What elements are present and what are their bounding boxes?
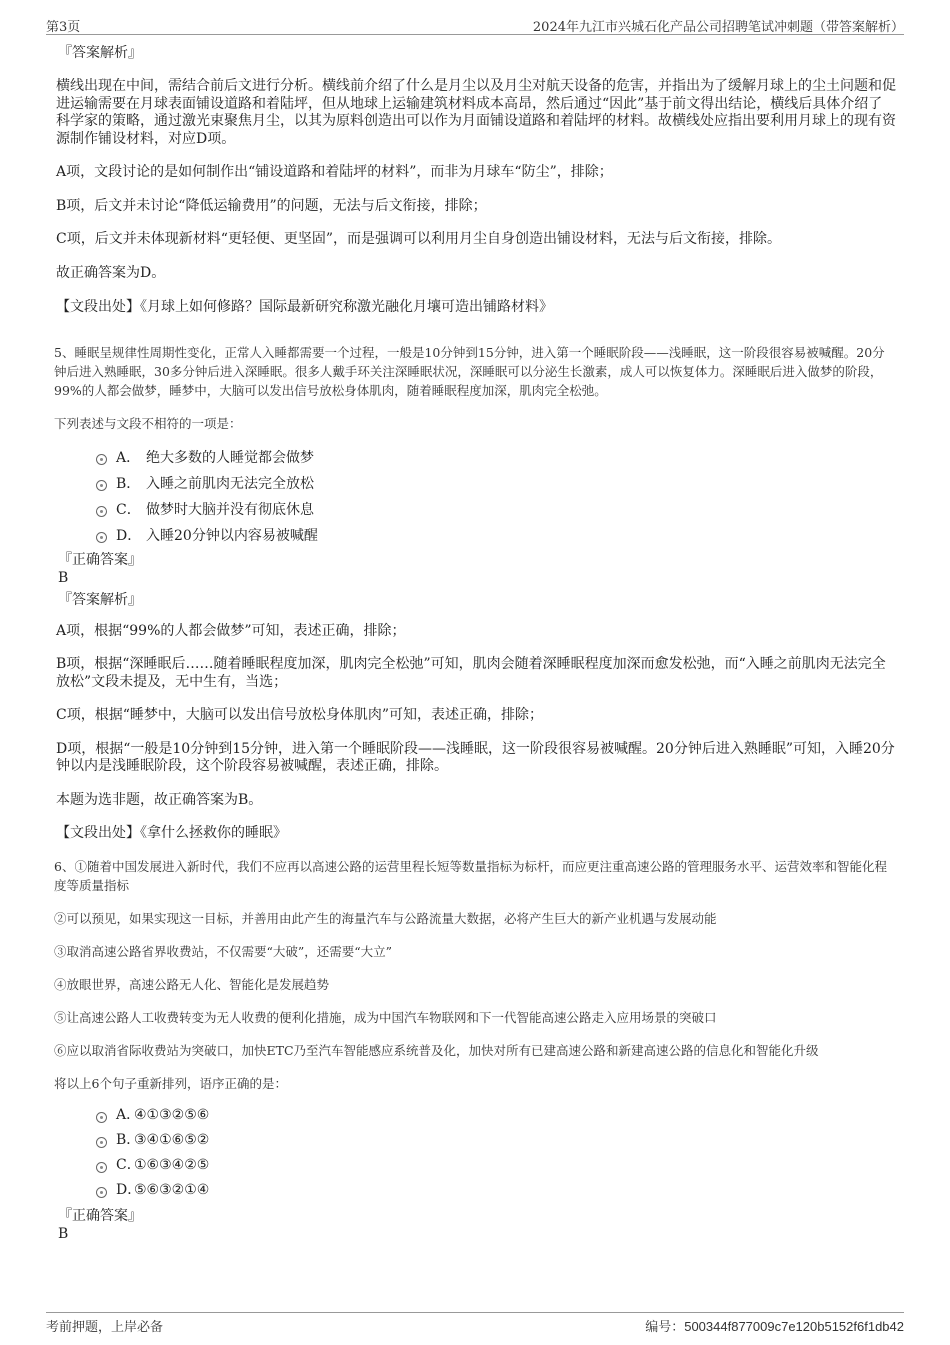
page-number: 第3页 [46, 20, 81, 35]
correct-answer: B [58, 569, 69, 586]
text-source: 【文段出处】《拿什么拯救你的睡眠》 [56, 825, 287, 841]
question-5-options [56, 445, 896, 549]
option-c[interactable]: C． 做梦时大脑并没有彻底休息 [56, 497, 896, 523]
radio-icon[interactable] [96, 1112, 107, 1123]
correct-answer-label: 『正确答案』 [58, 1207, 142, 1224]
radio-icon[interactable] [96, 1137, 107, 1148]
radio-icon[interactable] [96, 480, 107, 491]
question-6-options [56, 1103, 896, 1203]
page-header [46, 14, 904, 35]
question-5-stem: 5、睡眠呈规律性周期性变化，正常人入睡都需要一个过程，一般是10分钟到15分钟，进入第一个睡眠阶段——浅睡眠，这一阶段很容易被喊醒。20分钟后进入熟睡眠，30多分钟后进入深睡眠。很多人戴手环关注深睡眠状况，深睡眠可以分泌生长激素，成人可以恢复体力。深睡眠后进入做梦的阶段，99%的人都会做梦，睡梦中，大脑可以发出信号放松身体肌肉，随着睡眠程度加深，肌肉完全松弛。 [54, 344, 885, 398]
analysis-conclusion: 本题为选非题，故正确答案为B。 [56, 791, 263, 808]
analysis-option-d: D项，根据“一般是10分钟到15分钟，进入第一个睡眠阶段——浅睡眠，这一阶段很容易被喊醒。20分钟后进入熟睡眠”可知，入睡20分钟以内是浅睡眠阶段，这个阶段容易被喊醒，表述正确，排除。 [56, 740, 895, 774]
page-content [56, 44, 896, 1243]
option-d[interactable]: D． 入睡20分钟以内容易被喊醒 [56, 523, 896, 549]
text-source: 【文段出处】《月球上如何修路？国际最新研究称激光融化月壤可造出铺路材料》 [56, 299, 553, 315]
analysis-option-a: A项，文段讨论的是如何制作出“铺设道路和着陆坪的材料”，而非为月球车“防尘”，排除； [56, 164, 613, 180]
document-code: 编号：500344f877009c7e120b5152f6f1db42 [645, 1319, 904, 1335]
analysis-label: 『答案解析』 [58, 45, 142, 61]
analysis-conclusion: 故正确答案为D。 [56, 264, 166, 281]
analysis-option-b: B项，根据“深睡眠后……随着睡眠程度加深，肌肉完全松弛”可知，肌肉会随着深睡眠程度加深而愈发松弛，而“入睡之前肌肉无法完全放松”文段未提及，无中生有，当选； [56, 656, 886, 690]
question-6-sentence-5: ⑤让高速公路人工收费转变为无人收费的便利化措施，成为中国汽车物联网和下一代智能高速公路走入应用场景的突破口 [54, 1009, 717, 1025]
option-a[interactable]: A．④①③②⑤⑥ [56, 1103, 896, 1128]
radio-icon[interactable] [96, 532, 107, 543]
question-6-sentence-2: ②可以预见，如果实现这一目标，并善用由此产生的海量汽车与公路流量大数据，必将产生巨大的新产业机遇与发展动能 [54, 910, 717, 926]
analysis-option-c: C项，后文并未体现新材料“更轻便、更坚固”，而是强调可以利用月尘自身创造出铺设材料，无法与后文衔接，排除。 [56, 231, 782, 247]
footer-slogan: 考前押题，上岸必备 [46, 1320, 164, 1335]
question-6-prompt: 将以上6个句子重新排列，语序正确的是： [54, 1075, 287, 1091]
document-title: 2024年九江市兴城石化产品公司招聘笔试冲刺题（带答案解析） [532, 20, 904, 35]
question-6-sentence-3: ③取消高速公路省界收费站，不仅需要“大破”，还需要“大立” [54, 943, 393, 959]
option-d[interactable]: D．⑤⑥③②①④ [56, 1178, 896, 1203]
radio-icon[interactable] [96, 1162, 107, 1173]
analysis-option-a: A项，根据“99%的人都会做梦”可知，表述正确，排除； [56, 622, 406, 639]
correct-answer: B [58, 1225, 69, 1242]
question-5-prompt: 下列表述与文段不相符的一项是： [54, 415, 242, 431]
option-b[interactable]: B．③④①⑥⑤② [56, 1128, 896, 1153]
option-c[interactable]: C．①⑥③④②⑤ [56, 1153, 896, 1178]
radio-icon[interactable] [96, 506, 107, 517]
radio-icon[interactable] [96, 1187, 107, 1198]
page-footer [46, 1312, 904, 1333]
analysis-paragraph: 横线出现在中间，需结合前后文进行分析。横线前介绍了什么是月尘以及月尘对航天设备的危害，并指出为了缓解月球上的尘土问题和促进运输需要在月球表面铺设道路和着陆坪，但从地球上运输建筑材料成本高昂，然后通过“因此”基于前文得出结论，横线后具体介绍了科学家的策略，通过激光束聚焦月尘，以其为原料创造出可以作为月面铺设道路和着陆坪的材料。故横线处应指出要利用月球上的现有资源制作铺设材料，对应D项。 [56, 78, 896, 147]
analysis-label: 『答案解析』 [58, 591, 142, 608]
radio-icon[interactable] [96, 454, 107, 465]
analysis-option-c: C项，根据“睡梦中，大脑可以发出信号放松身体肌肉”可知，表述正确，排除； [56, 707, 544, 723]
analysis-option-b: B项，后文并未讨论“降低运输费用”的问题，无法与后文衔接，排除； [56, 197, 487, 214]
option-b[interactable]: B． 入睡之前肌肉无法完全放松 [56, 471, 896, 497]
option-a[interactable]: A． 绝大多数的人睡觉都会做梦 [56, 445, 896, 471]
question-6-sentence-4: ④放眼世界，高速公路无人化、智能化是发展趋势 [54, 976, 330, 992]
question-6-sentence-1: 6、①随着中国发展进入新时代，我们不应再以高速公路的运营里程长短等数量指标为标杆，而应更注重高速公路的管理服务水平、运营效率和智能化程度等质量指标 [54, 858, 887, 893]
correct-answer-label: 『正确答案』 [58, 551, 142, 568]
question-6-sentence-6: ⑥应以取消省际收费站为突破口，加快ETC乃至汽车智能感应系统普及化，加快对所有已建高速公路和新建高速公路的信息化和智能化升级 [54, 1042, 819, 1058]
